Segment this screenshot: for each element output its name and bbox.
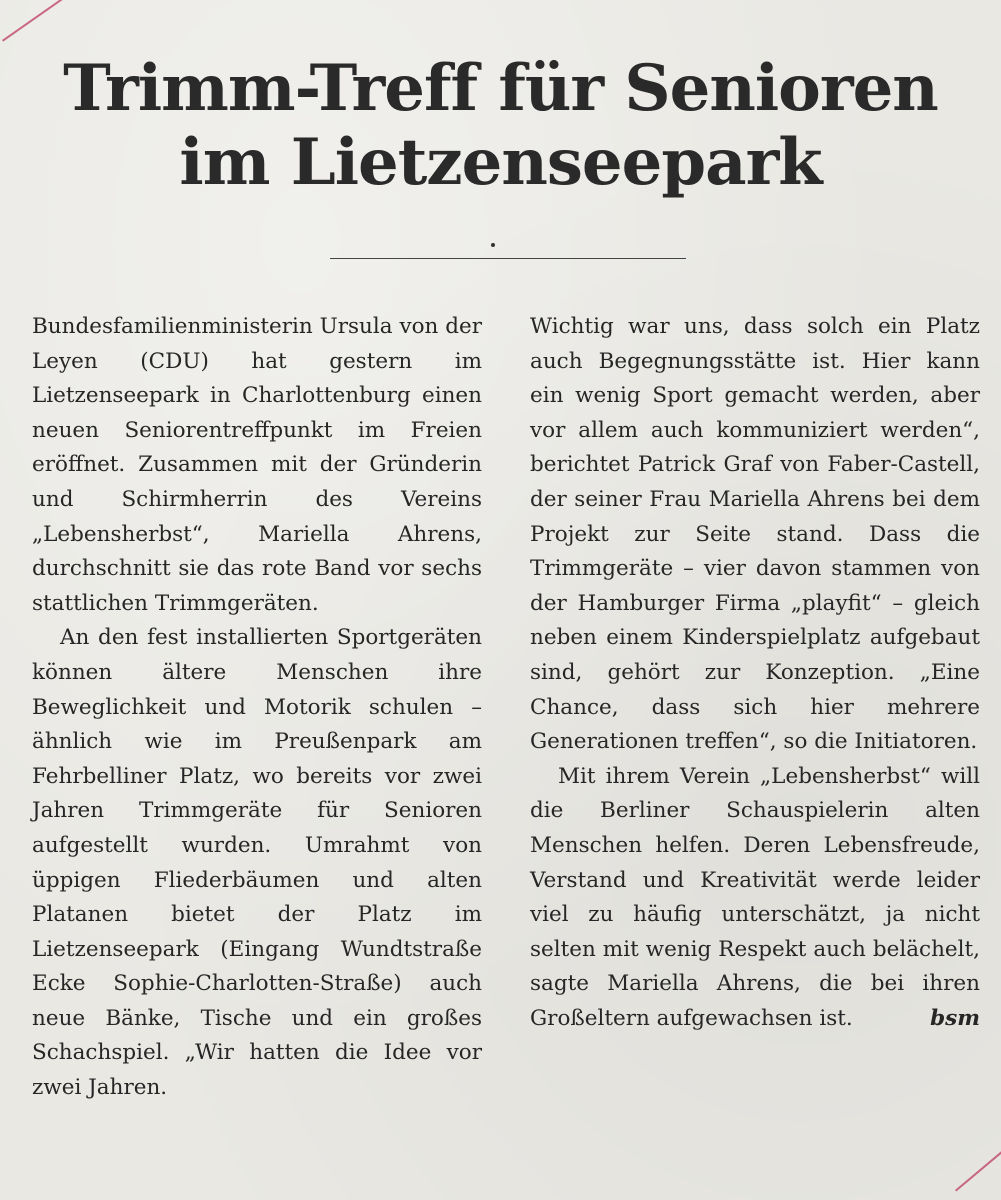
pen-mark-bottom-right [955, 1151, 1001, 1191]
pen-mark-top-left [2, 0, 93, 42]
right-paragraph-1: Wichtig war uns, dass solch ein Platz auch Begegnungsstätte ist. Hier kann ein wenig Sport gemacht werden, aber vor allem auch kommuniziert werden“, berichtet Patrick Graf von Faber-Castell, der seiner Frau Mariella Ahrens bei dem Projekt zur Seite stand. Dass die Trimmgeräte – vier davon stammen von der Hamburger Firma „playfit“ – gleich neben einem Kinderspielplatz aufgebaut sind, gehört zur Konzeption. „Eine Chance, dass sich hier mehrere Generationen treffen“, so die Initiatoren. [530, 314, 980, 755]
headline-line-1: Trimm-Treff für Senioren [63, 51, 938, 126]
right-column [530, 310, 980, 1036]
author-signature: bsm [930, 1005, 980, 1031]
headline-rule [330, 258, 686, 259]
left-column [32, 310, 482, 1106]
left-paragraph-2: An den fest installierten Sportgeräten können ältere Menschen ihre Beweglichkeit und Motorik schulen – ähnlich wie im Preußenpark am Fehrbelliner Platz, wo bereits vor zwei Jahren Trimmgeräte für Senioren aufgestellt wurden. Umrahmt von üppigen Fliederbäumen und alten Platanen bietet der Platz im Lietzenseepark (Eingang Wundtstraße Ecke Sophie-Charlotten-Straße) auch neue Bänke, Tische und ein großes Schachspiel. „Wir hatten die Idee vor zwei Jahren. [32, 625, 482, 1101]
headline-line-2: im Lietzenseepark [179, 125, 822, 200]
headline [20, 52, 981, 200]
separator-dot [491, 243, 495, 247]
right-paragraph-2-text: Mit ihrem Verein „Lebensherbst“ will die Berliner Schauspielerin alten Menschen helfen. Deren Lebensfreude, Verstand und Kreativität werde leider viel zu häufig unterschätzt, ja nicht selten mit wenig Respekt auch belächelt, sagte Mariella Ahrens, die bei ihren Großeltern aufgewachsen ist. [530, 763, 980, 1031]
left-paragraph-1: Bundesfamilienministerin Ursula von der Leyen (CDU) hat gestern im Lietzenseepark in Charlottenburg einen neuen Seniorentreffpunkt im Freien eröffnet. Zusammen mit der Gründerin und Schirmherrin des Vereins „Lebensherbst“, Mariella Ahrens, durchschnitt sie das rote Band vor sechs stattlichen Trimmgeräten. [32, 314, 482, 616]
right-paragraph-2 [530, 760, 980, 1037]
